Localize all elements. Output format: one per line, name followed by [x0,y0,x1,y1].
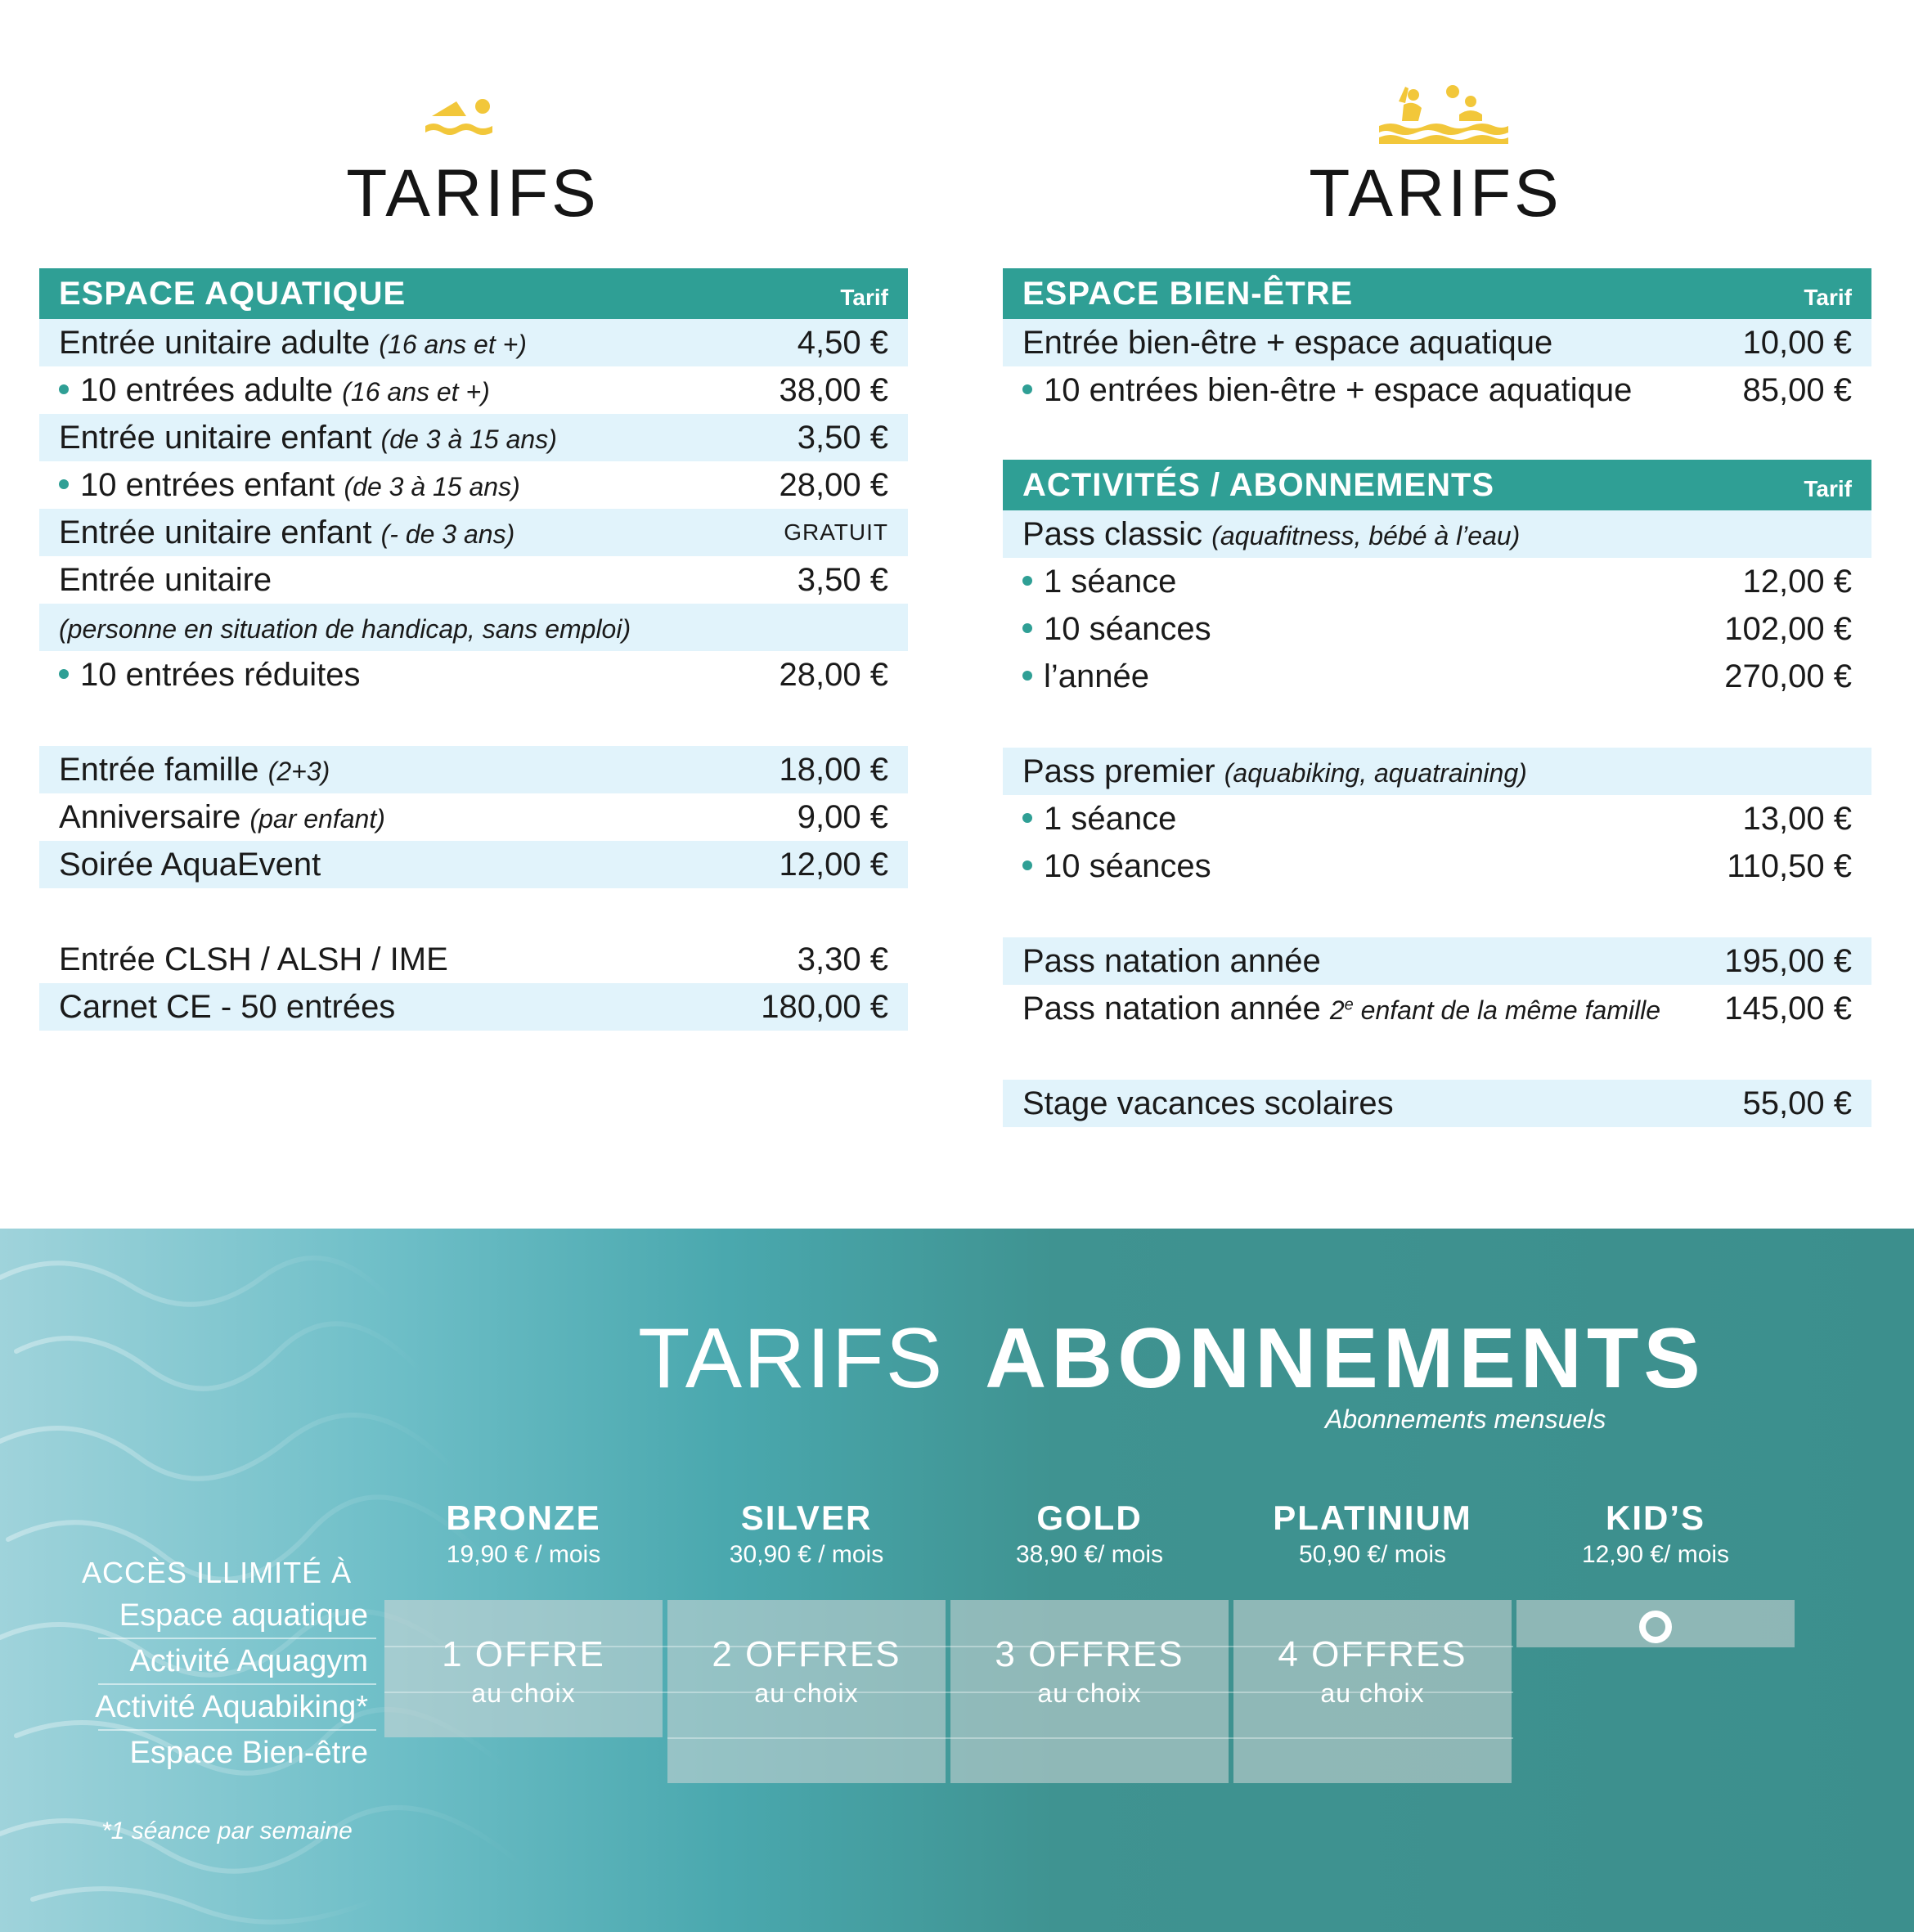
plan-kids: KID’S 12,90 €/ mois [1581,1498,1730,1568]
table-row: 1 séance 13,00 € [1003,795,1871,842]
footnote: *1 séance par semaine [101,1817,353,1844]
table-header: ACTIVITÉS / ABONNEMENTS Tarif [1003,460,1871,510]
bullet-icon [1022,623,1032,633]
check-circle-icon [1639,1611,1672,1643]
table-row: 10 entrées réduites 28,00 € [39,651,908,699]
swimmer-icon [417,83,499,141]
table-row: l’année 270,00 € [1003,653,1871,700]
table-row: Entrée unitaire 3,50 € [59,561,888,598]
bullet-icon [1022,813,1032,823]
offer-block-silver: 2 OFFRES au choix [667,1600,946,1783]
table-row: Entrée famille (2+3) 18,00 € [39,746,908,793]
feature-label: Espace aquatique [119,1598,368,1633]
table-row: (personne en situation de handicap, sans emploi) [39,604,908,651]
table-row: 10 entrées adulte (16 ans et +) 38,00 € [39,366,908,414]
espace-bien-etre-table [1003,268,1871,414]
activites-table [1003,460,1871,1127]
table-row: 10 séances 102,00 € [1003,605,1871,653]
feature-label: Activité Aquagym [129,1644,368,1678]
table-row: Carnet CE - 50 entrées 180,00 € [39,983,908,1031]
plan-silver: SILVER 30,90 € / mois [729,1498,884,1568]
abonnements-title: TARIFS ABONNEMENTS [638,1311,1705,1406]
bullet-icon [1022,576,1032,586]
plan-gold: GOLD 38,90 €/ mois [1015,1498,1164,1568]
bullet-icon [1022,860,1032,870]
feature-label: Espace Bien-être [129,1736,368,1770]
table-row: Pass natation année 2e enfant de la même famille 145,00 € [1022,990,1852,1027]
table-row: Entrée bien-être + espace aquatique 10,00 € [1003,319,1871,366]
bullet-icon [59,479,69,489]
bullet-icon [59,669,69,679]
offer-block-bronze: 1 OFFRE au choix [384,1600,663,1737]
table-row: 10 entrées enfant (de 3 à 15 ans) 28,00 € [39,461,908,509]
offer-block-gold: 3 OFFRES au choix [950,1600,1229,1783]
table-row: 10 entrées bien-être + espace aquatique 85,00 € [1003,366,1871,414]
table-row: Pass classic (aquafitness, bébé à l’eau) [1003,510,1871,558]
table-row: Pass natation année 195,00 € [1003,937,1871,985]
table-row: 10 séances 110,50 € [1003,842,1871,890]
table-header [39,268,908,319]
abonnements-subtitle: Abonnements mensuels [1325,1404,1606,1434]
plan-bronze: BRONZE 19,90 € / mois [446,1498,601,1568]
table-row: Anniversaire (par enfant) 9,00 € [59,798,888,835]
left-title: TARIFS [346,156,600,231]
table-row: Soirée AquaEvent 12,00 € [39,841,908,888]
header-label: ESPACE AQUATIQUE [59,275,407,312]
offer-block-kids [1516,1600,1795,1647]
abonnements-section [0,1229,1914,1932]
espace-aquatique-table [39,268,908,1031]
bullet-icon [1022,671,1032,681]
access-heading: ACCÈS ILLIMITÉ À [82,1556,353,1589]
table-row: 1 séance 12,00 € [1003,558,1871,605]
table-header: ESPACE BIEN-ÊTRE Tarif [1003,268,1871,319]
right-title: TARIFS [1309,156,1562,231]
table-row: Pass premier (aquabiking, aquatraining) [1003,748,1871,795]
table-row: Entrée unitaire adulte (16 ans et +) 4,50 € [39,319,908,366]
table-row: Stage vacances scolaires 55,00 € [1003,1080,1871,1127]
bullet-icon [1022,384,1032,394]
table-row: Entrée unitaire enfant (- de 3 ans) GRATUIT [39,509,908,556]
bullet-icon [59,384,69,394]
table-row: Entrée unitaire enfant (de 3 à 15 ans) 3,50 € [39,414,908,461]
plan-platinium: PLATINIUM 50,90 €/ mois [1273,1498,1472,1568]
offer-block-platinium: 4 OFFRES au choix [1233,1600,1512,1783]
header-col: Tarif [840,285,888,310]
feature-label: Activité Aquabiking* [95,1690,368,1724]
water-polo-icon [1374,83,1513,146]
table-row: Entrée CLSH / ALSH / IME 3,30 € [59,941,888,977]
